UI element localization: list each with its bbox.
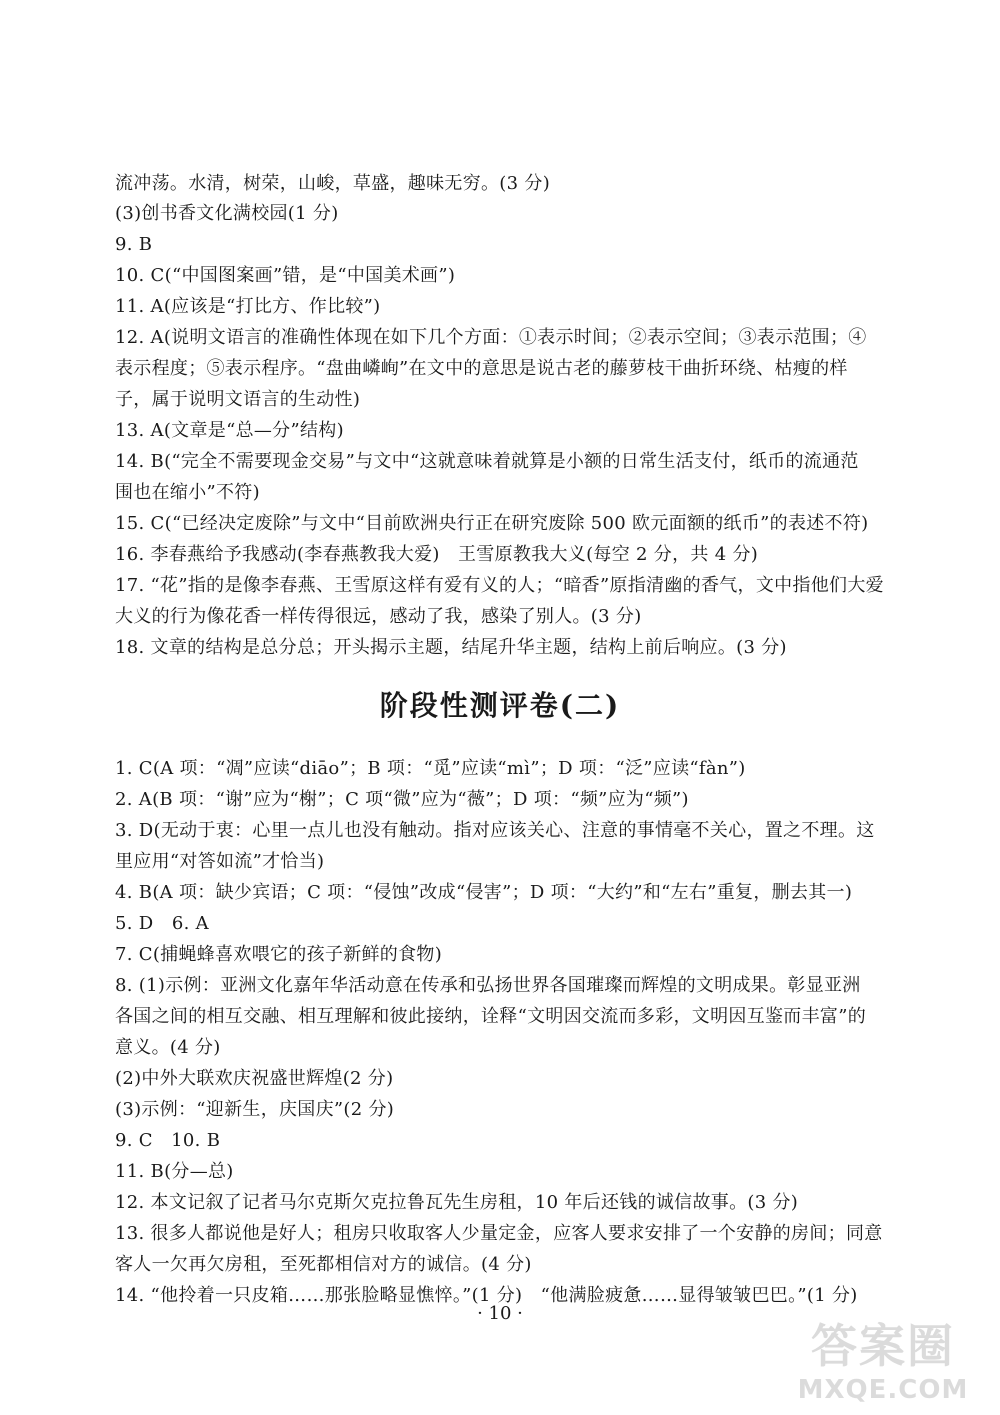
text-line: 5. D 6. A [115, 913, 209, 934]
text-line: 1. C(A 项：“凋”应读“diāo”；B 项：“觅”应读“mì”；D 项：“泛”应读“fàn”) [115, 758, 746, 779]
text-line: (2)中外大联欢庆祝盛世辉煌(2 分) [115, 1068, 394, 1089]
text-line: 里应用“对答如流”才恰当) [115, 851, 325, 872]
text-line: 9. B [115, 234, 153, 255]
text-line: 16. 李春燕给予我感动(李春燕教我大爱) 王雪原教我大义(每空 2 分，共 4 分) [115, 544, 759, 565]
text-line: 流冲荡。水清，树荣，山峻，草盛，趣味无穷。(3 分) [115, 173, 551, 194]
text-line: 15. C(“已经决定废除”与文中“目前欧洲央行正在研究废除 500 欧元面额的纸币”的表述不符) [115, 513, 869, 534]
text-line: 11. B(分—总) [115, 1161, 234, 1182]
watermark-logo [788, 1318, 978, 1410]
text-line: 2. A(B 项：“谢”应为“榭”；C 项“微”应为“薇”；D 项：“频”应为“频”) [115, 789, 689, 810]
text-line: 14. B(“完全不需要现金交易”与文中“这就意味着就算是小额的日常生活支付，纸币的流通范 [115, 451, 859, 472]
page-number: · 10 · [477, 1303, 523, 1324]
text-line: 17. “花”指的是像李春燕、王雪原这样有爱有义的人；“暗香”原指清幽的香气，文中指他们大爱 [115, 575, 884, 596]
text-line: 8. (1)示例：亚洲文化嘉年华活动意在传承和弘扬世界各国璀璨而辉煌的文明成果。彰显亚洲 [115, 975, 861, 996]
text-line: 9. C 10. B [115, 1130, 221, 1151]
watermark-text-cn: 答案圈 [811, 1319, 955, 1373]
watermark-text-en: MXQE.COM [797, 1375, 969, 1405]
text-line: 3. D(无动于衷：心里一点儿也没有触动。指对应该关心、注意的事情毫不关心，置之不理。这 [115, 820, 875, 841]
text-line: 14. “他拎着一只皮箱……那张脸略显憔悴。”(1 分) “他满脸疲惫……显得皱皱巴巴。”(1 分) [115, 1285, 858, 1306]
text-line: (3)示例：“迎新生，庆国庆”(2 分) [115, 1099, 395, 1120]
text-line: (3)创书香文化满校园(1 分) [115, 203, 339, 224]
text-line: 大义的行为像花香一样传得很远，感动了我，感染了别人。(3 分) [115, 606, 642, 627]
text-line: 意义。(4 分) [115, 1037, 221, 1058]
text-line: 各国之间的相互交融、相互理解和彼此接纳，诠释“文明因交流而多彩，文明因互鉴而丰富”的 [115, 1006, 866, 1027]
text-line: 12. A(说明文语言的准确性体现在如下几个方面：①表示时间；②表示空间；③表示范围；④ [115, 327, 867, 348]
text-line: 围也在缩小”不符) [115, 482, 260, 503]
text-line: 11. A(应该是“打比方、作比较”) [115, 296, 381, 317]
text-line: 子，属于说明文语言的生动性) [115, 389, 361, 410]
section-title: 阶段性测评卷(二) [379, 689, 621, 722]
text-line: 13. A(文章是“总—分”结构) [115, 420, 344, 441]
text-line: 表示程度；⑤表示程序。“盘曲嶙峋”在文中的意思是说古老的藤萝枝干曲折环绕、枯瘦的样 [115, 358, 848, 379]
text-line: 客人一欠再欠房租，至死都相信对方的诚信。(4 分) [115, 1254, 532, 1275]
text-line: 4. B(A 项：缺少宾语；C 项：“侵蚀”改成“侵害”；D 项：“大约”和“左右”重复，删去其一) [115, 882, 853, 903]
text-line: 12. 本文记叙了记者马尔克斯欠克拉鲁瓦先生房租，10 年后还钱的诚信故事。(3 分) [115, 1192, 799, 1213]
text-line: 10. C(“中国图案画”错，是“中国美术画”) [115, 265, 456, 286]
text-line: 18. 文章的结构是总分总；开头揭示主题，结尾升华主题，结构上前后响应。(3 分) [115, 637, 787, 658]
text-line: 7. C(捕蝇蜂喜欢喂它的孩子新鲜的食物) [115, 944, 443, 965]
text-line: 13. 很多人都说他是好人；租房只收取客人少量定金，应客人要求安排了一个安静的房间；同意 [115, 1223, 883, 1244]
